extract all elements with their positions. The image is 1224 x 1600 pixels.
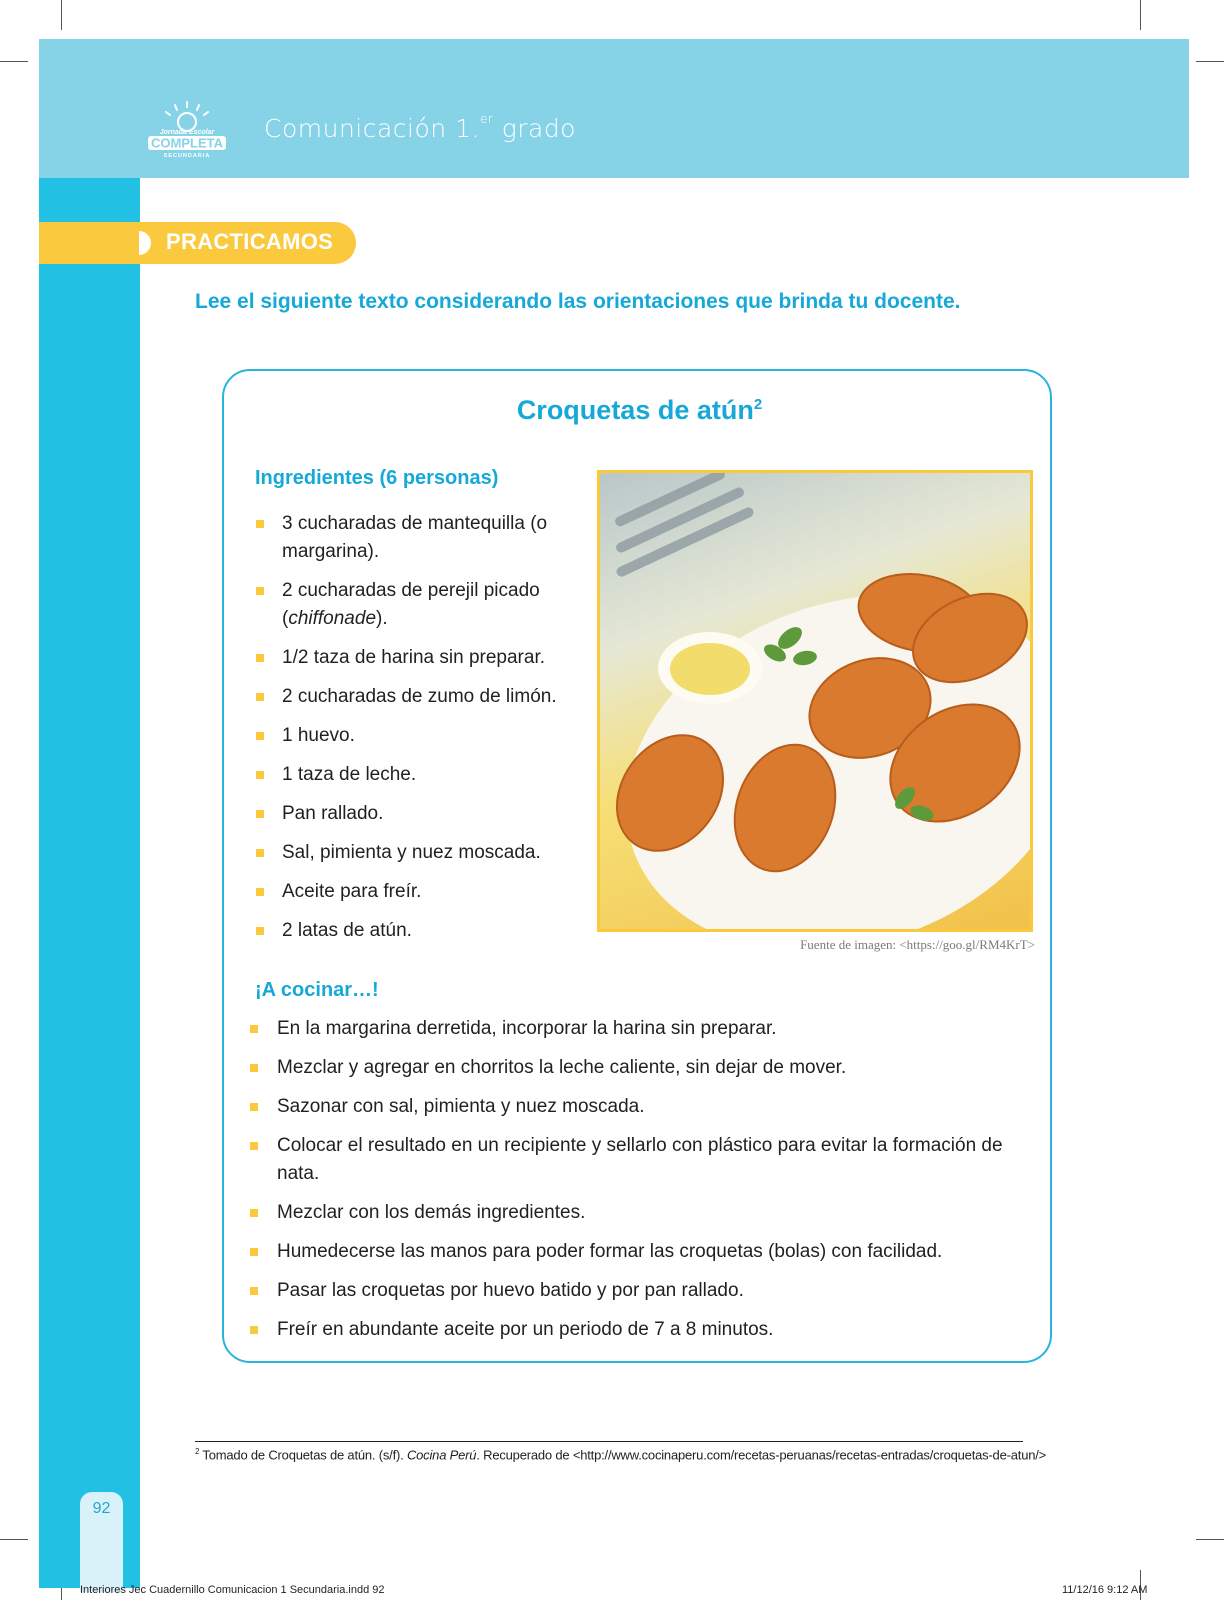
list-item: Freír en abundante aceite por un periodo de 7 a 8 minutos. <box>248 1316 1048 1344</box>
ingredients-heading: Ingredientes (6 personas) <box>255 467 499 489</box>
ingredients-list <box>254 510 584 956</box>
svg-text:SECUNDARIA: SECUNDARIA <box>163 153 211 159</box>
list-item: Sal, pimienta y nuez moscada. <box>254 839 584 867</box>
jornada-escolar-logo <box>146 100 228 160</box>
bullet-icon <box>250 1287 258 1295</box>
bullet-icon <box>256 927 264 935</box>
bullet-icon <box>256 587 264 595</box>
list-item: Mezclar con los demás ingredientes. <box>248 1199 1048 1227</box>
instruction-text: Lee el siguiente texto considerando las orientaciones que brinda tu docente. <box>195 290 961 313</box>
footnote: $^2$ Tomado de Croquetas de atún. (s/f). Cocina Perú. Recuperado de <http://www.cocinaperu.com/recetas-peruanas/recetas-entradas/croquetas-de-atun/> <box>195 1447 1047 1463</box>
bullet-icon <box>256 771 264 779</box>
list-item: 2 latas de atún. <box>254 917 584 945</box>
bullet-icon <box>250 1025 258 1033</box>
print-slug-file: Interiores Jec Cuadernillo Comunicacion 1 Secundaria.indd 92 <box>80 1584 385 1596</box>
bullet-icon <box>250 1248 258 1256</box>
image-credit: Fuente de imagen: <https://goo.gl/RM4KrT> <box>800 937 1035 952</box>
bullet-icon <box>256 732 264 740</box>
svg-text:COMPLETA: COMPLETA <box>151 135 223 151</box>
list-item: 2 cucharadas de perejil picado (chiffonade). <box>254 577 584 633</box>
list-item: 1 taza de leche. <box>254 761 584 789</box>
bullet-icon <box>256 693 264 701</box>
list-item: Humedecerse las manos para poder formar las croquetas (bolas) con facilidad. <box>248 1238 1048 1266</box>
bullet-icon <box>250 1064 258 1072</box>
crop-mark <box>0 1539 28 1540</box>
crop-mark <box>1196 1539 1224 1540</box>
svg-text:Jornada Escolar: Jornada Escolar <box>159 129 215 136</box>
bullet-icon <box>256 520 264 528</box>
section-label: PRACTICAMOS <box>166 229 334 254</box>
list-item: 1 huevo. <box>254 722 584 750</box>
page-number-tab <box>80 1492 123 1592</box>
bullet-icon <box>256 849 264 857</box>
bullet-icon <box>256 654 264 662</box>
list-item: 3 cucharadas de mantequilla (o margarina). <box>254 510 584 566</box>
crop-mark <box>61 0 62 30</box>
left-stripe <box>39 178 140 1588</box>
list-item: 1/2 taza de harina sin preparar. <box>254 644 584 672</box>
croquettes-illustration <box>600 473 1030 929</box>
list-item: 2 cucharadas de zumo de limón. <box>254 683 584 711</box>
list-item: Colocar el resultado en un recipiente y sellarlo con plástico para evitar la formación de nata. <box>248 1132 1048 1188</box>
list-item: Pan rallado. <box>254 800 584 828</box>
steps-list <box>248 1015 1048 1355</box>
list-item: Pasar las croquetas por huevo batido y por pan rallado. <box>248 1277 1048 1305</box>
bullet-icon <box>250 1209 258 1217</box>
bullet-icon <box>256 810 264 818</box>
recipe-title: Croquetas de atún$^2$ <box>516 395 763 425</box>
bullet-icon <box>250 1103 258 1111</box>
crop-mark <box>0 61 28 62</box>
croquettes-photo <box>597 470 1033 932</box>
steps-heading: ¡A cocinar…! <box>255 979 379 1001</box>
bullet-icon <box>250 1326 258 1334</box>
print-slug-date: 11/12/16 9:12 AM <box>1062 1584 1148 1596</box>
page-number: 92 <box>92 1500 111 1517</box>
bullet-icon <box>250 1142 258 1150</box>
subject-title: Comunicación 1.$^{er}$ grado <box>264 112 576 143</box>
list-item: Aceite para freír. <box>254 878 584 906</box>
list-item: En la margarina derretida, incorporar la harina sin preparar. <box>248 1015 1048 1043</box>
crop-mark <box>1140 0 1141 30</box>
bullet-icon <box>256 888 264 896</box>
section-tab <box>39 222 356 264</box>
list-item: Sazonar con sal, pimienta y nuez moscada. <box>248 1093 1048 1121</box>
list-item: Mezclar y agregar en chorritos la leche caliente, sin dejar de mover. <box>248 1054 1048 1082</box>
half-circle-marker <box>139 231 151 255</box>
crop-mark <box>1196 61 1224 62</box>
footnote-divider <box>195 1441 1023 1442</box>
